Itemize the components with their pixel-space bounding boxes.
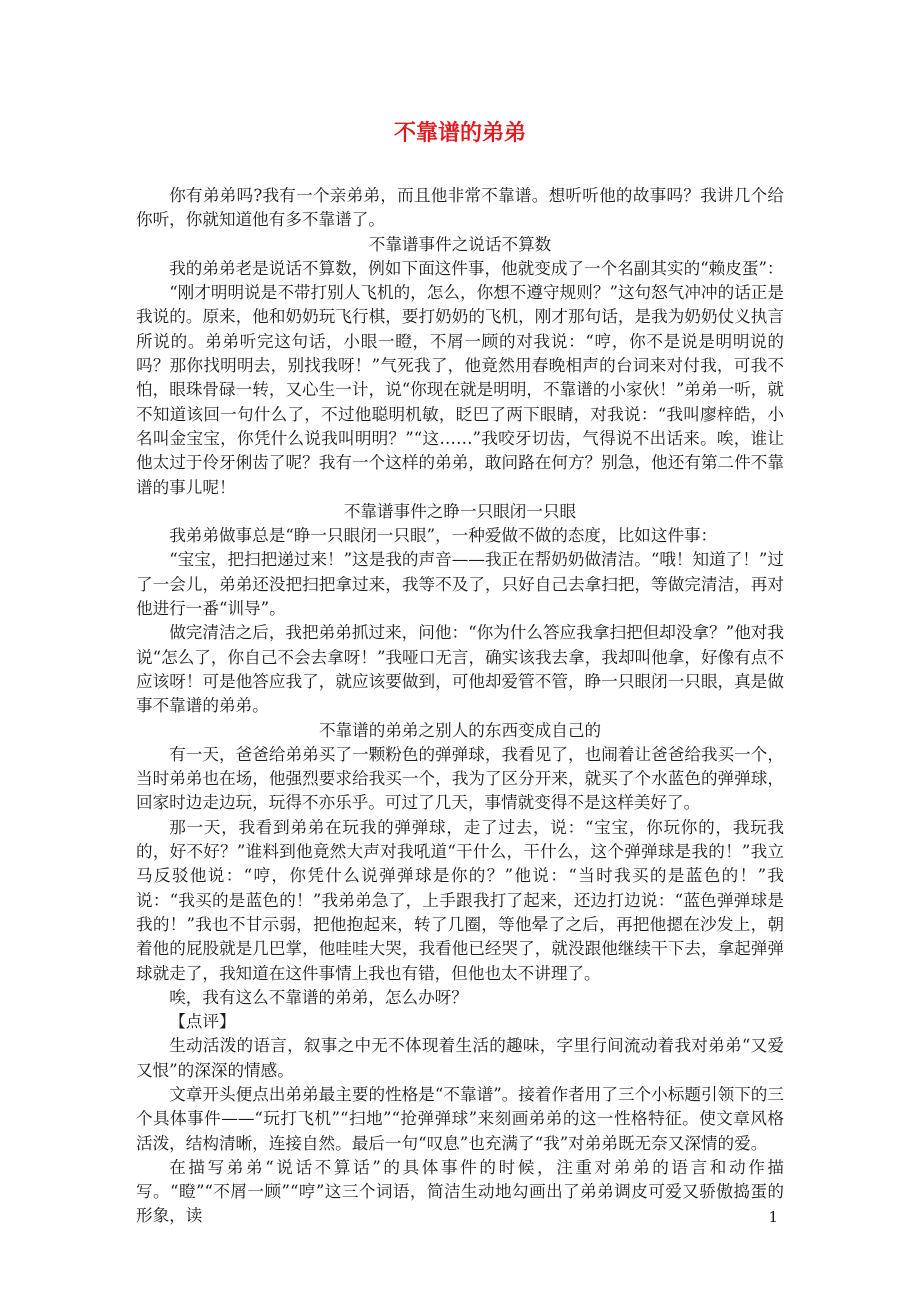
- intro-paragraph: 你有弟弟吗?我有一个亲弟弟，而且他非常不靠谱。想听听他的故事吗？我讲几个给你听，你就知道他有多不靠谱了。: [136, 186, 784, 230]
- paragraph: 做完清洁之后，我把弟弟抓过来，问他：“你为什么答应我拿扫把但却没拿？”他对我说“怎么了，你自己不会去拿呀！”我哑口无言，确实该我去拿，我却叫他拿，好像有点不应该呀！可是他答应我了，就应该要做到，可他却爱管不管，睁一只眼闭一只眼，真是做事不靠谱的弟弟。: [136, 623, 784, 716]
- paragraph: 我弟弟做事总是“睁一只眼闭一只眼”，一种爱做不做的态度，比如这件事：: [169, 526, 718, 546]
- paragraph: “刚才明明说是不带打别人飞机的，怎么，你想不遵守规则？”这句怒气冲冲的话正是我说的。原来，他和奶奶玩飞行棋，要打奶奶的飞机，刚才那句话，是我为奶奶仗义执言所说的。弟弟听完这句话，小眼一瞪，不屑一顾的对我说：“哼，你不是说是明明说的吗？那你找明明去，别找我呀！”气死我了，他竟然用春晚相声的台词来对付我，可我不怕，眼珠骨碌一转，又心生一计，说“你现在就是明明，不靠谱的小家伙！”弟弟一听，就不知道该回一句什么了，不过他聪明机敏，眨巴了两下眼睛，对我说：“我叫廖梓皓，小名叫金宝宝，你凭什么说我叫明明？”“这……”我咬牙切齿，气得说不出话来。唉，谁让他太过于伶牙俐齿了呢？我有一个这样的弟弟，敢问路在何方？别急，他还有第二件不靠谱的事儿呢！: [136, 283, 784, 497]
- review-paragraph: 生动活泼的语言，叙事之中无不体现着生活的趣味，字里行间流动着我对弟弟“又爱又恨”的深深的情感。: [136, 1036, 784, 1080]
- review-paragraph: 文章开头便点出弟弟最主要的性格是“不靠谱”。接着作者用了三个小标题引领下的三个具体事件——“玩打飞机”“扫地”“抢弹弹球”来刻画弟弟的这一性格特征。使文章风格活泼，结构清晰，连接自然。最后一句“叹息”也充满了“我”对弟弟既无奈又深情的爱。: [136, 1084, 784, 1153]
- paragraph: “宝宝，把扫把递过来！”这是我的声音——我正在帮奶奶做清洁。“哦！知道了！”过了一会儿，弟弟还没把扫把拿过来，我等不及了，只好自己去拿扫把，等做完清洁，再对他进行一番“训导”。: [136, 550, 784, 619]
- review-label: 【点评】: [169, 1012, 236, 1032]
- paragraph: 有一天，爸爸给弟弟买了一颗粉色的弹弹球，我看见了，也闹着让爸爸给我买一个，当时弟弟也在场，他强烈要求给我买一个，我为了区分开来，就买了个水蓝色的弹弹球，回家时边走边玩，玩得不亦乐乎。可过了几天，事情就变得不是这样美好了。: [136, 744, 784, 813]
- paragraph: 唉，我有这么不靠谱的弟弟，怎么办呀？: [169, 987, 468, 1007]
- document-title: 不靠谱的弟弟: [393, 120, 526, 146]
- subheading-2: 不靠谱事件之睁一只眼闭一只眼: [343, 501, 577, 521]
- paragraph: 我的弟弟老是说话不算数，例如下面这件事，他就变成了一个名副其实的“赖皮蛋”：: [169, 258, 784, 278]
- paragraph: 那一天，我看到弟弟在玩我的弹弹球，走了过去，说：“宝宝，你玩你的，我玩我的，好不好？”谁料到他竟然大声对我吼道“干什么，干什么，这个弹弹球是我的！”我立马反驳他说：“哼，你凭什么说弹弹球是你的？”他说：“当时我买的是蓝色的！”我说：“我买的是蓝色的！”我弟弟急了，上手跟我打了起来，还边打边说：“蓝色弹弹球是我的！”我也不甘示弱，把他抱起来，转了几圈，等他晕了之后，再把他摁在沙发上，朝着他的屁股就是几巴掌，他哇哇大哭，我看他已经哭了，就没跟他继续干下去，拿起弹弹球就走了，我知道在这件事情上我也有错，但他也太不讲理了。: [136, 817, 784, 983]
- subheading-3: 不靠谱的弟弟之别人的东西变成自己的: [318, 720, 602, 740]
- review-paragraph: 在描写弟弟“说话不算话”的具体事件的时候，注重对弟弟的语言和动作描写。“瞪”“不屑一顾”“哼”这三个词语，简洁生动地勾画出了弟弟调皮可爱又骄傲捣蛋的形象，读: [136, 1157, 784, 1226]
- page-number: 1: [768, 1208, 778, 1226]
- subheading-1: 不靠谱事件之说话不算数: [368, 234, 552, 254]
